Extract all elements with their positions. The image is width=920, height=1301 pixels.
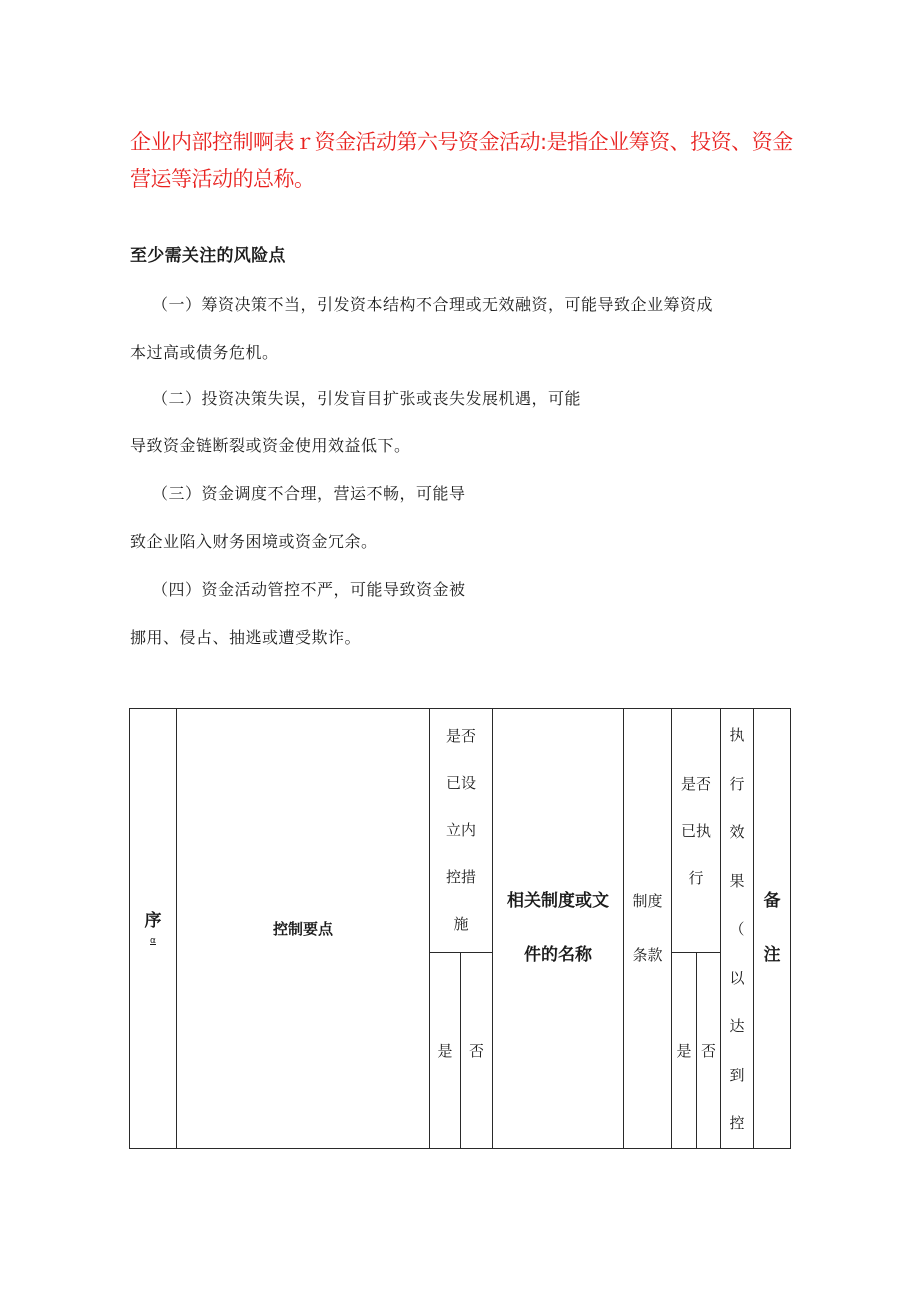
control-table [129,708,791,1149]
effect-char: 达 [729,1017,745,1035]
effect-char: 行 [729,774,745,793]
paragraph-line: （三）资金调度不合理，营运不畅，可能导 [152,484,466,503]
paragraph-line: （四）资金活动管控不严，可能导致资金被 [152,580,466,599]
paragraph-line: 致企业陷入财务困境或资金冗余。 [130,532,378,551]
paragraph-line: （二）投资决策失误，引发盲目扩张或丧失发展机遇，可能 [152,389,582,408]
executed-line: 是否 [681,775,712,793]
effect-char: （ [729,920,745,938]
document-title: 企业内部控制啊表ｒ资金活动第六号资金活动:是指企业筹资、投资、资金营运等活动的总称。 [130,130,793,191]
header-executed [672,709,721,953]
measures-line: 控措 [446,868,477,886]
header-remarks [754,709,791,1149]
header-effect [721,709,754,1149]
effect-char: 控 [729,1114,745,1132]
remarks-line: 备 [763,891,781,912]
header-document-name [493,709,624,1149]
executed-line: 行 [688,869,704,887]
paragraph-line: 导致资金链断裂或资金使用效益低下。 [130,436,411,455]
executed-yes: 是 [672,953,697,1148]
effect-char: 果 [729,871,745,890]
header-control-points: 控制要点 [177,709,430,1149]
executed-line: 已执 [681,822,712,840]
document-name-line: 相关制度或文 [507,891,610,912]
remarks-line: 注 [763,945,781,966]
header-seq [130,709,177,1149]
measures-yes: 是 [430,953,461,1148]
paragraph-line: （一）筹资决策不当，引发资本结构不合理或无效融资，可能导致企业筹资成 [152,295,714,314]
effect-char: 以 [729,968,745,987]
section-heading: 至少需关注的风险点 [130,246,286,266]
measures-line: 是否 [446,727,477,745]
paragraph-line: 本过高或债务危机。 [130,343,279,362]
document-name-line: 件的名称 [524,945,593,966]
measures-no: 否 [461,953,493,1148]
seq-mark: α [150,935,156,946]
measures-line: 已设 [446,774,477,792]
clause-line: 制度 [632,892,663,911]
measures-line: 立内 [446,821,477,839]
effect-char: 执 [729,726,745,744]
clause-line: 条款 [632,946,663,965]
paragraph-line: 挪用、侵占、抽逃或遭受欺诈。 [130,628,362,647]
executed-no: 否 [697,953,721,1148]
effect-char: 到 [729,1065,745,1084]
measures-line: 施 [453,915,469,933]
header-measures [430,709,493,953]
seq-label: 序 [144,910,162,931]
header-clause [624,709,672,1149]
effect-char: 效 [729,823,745,841]
